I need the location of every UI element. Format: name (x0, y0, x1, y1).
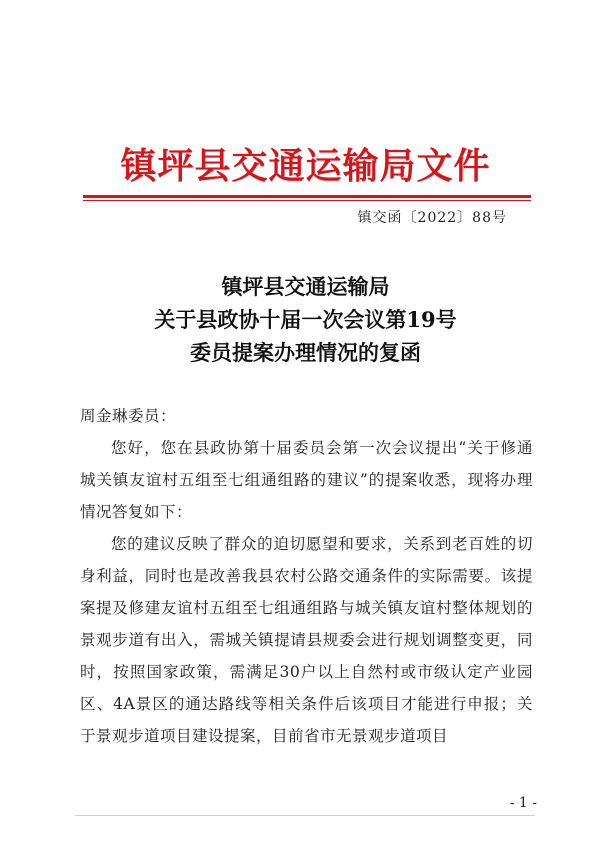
red-divider-thin (83, 200, 531, 201)
letter-body (80, 400, 533, 752)
letter-title (0, 270, 611, 369)
title-line-2: 关于县政协十届一次会议第19号 (154, 307, 457, 332)
title-line-3: 委员提案办理情况的复函 (190, 340, 421, 365)
title-line-1: 镇坪县交通运输局 (221, 274, 390, 299)
page-number: - 1 - (509, 795, 537, 811)
document-header-title: 镇坪县交通运输局文件 (120, 145, 491, 187)
footer-divider (75, 815, 535, 816)
body-paragraph-1: 您好，您在县政协第十届委员会第一次会议提出“关于修通城关镇友谊村五组至七组通组路的建议”的提案收悉，现将办理情况答复如下： (80, 439, 533, 521)
body-paragraph-2: 您的建议反映了群众的迫切愿望和要求，关系到老百姓的切身利益，同时也是改善我县农村公路交通条件的实际需要。该提案提及修建友谊村五组至七组通组路与城关镇友谊村整体规划的景观步道有出入，需城关镇提请县规委会进行规划调整变更，同时，按照国家政策，需满足30户以上自然村或市级认定产业园区、4A景区的通达路线等相关条件后该项目才能进行申报；关于景观步道项目建设提案，目前省市无景观步道项目 (80, 535, 533, 745)
red-divider-thick (83, 195, 531, 198)
document-number: 镇交函〔2022〕88号 (357, 210, 507, 226)
salutation: 周金琳委员： (80, 407, 177, 425)
